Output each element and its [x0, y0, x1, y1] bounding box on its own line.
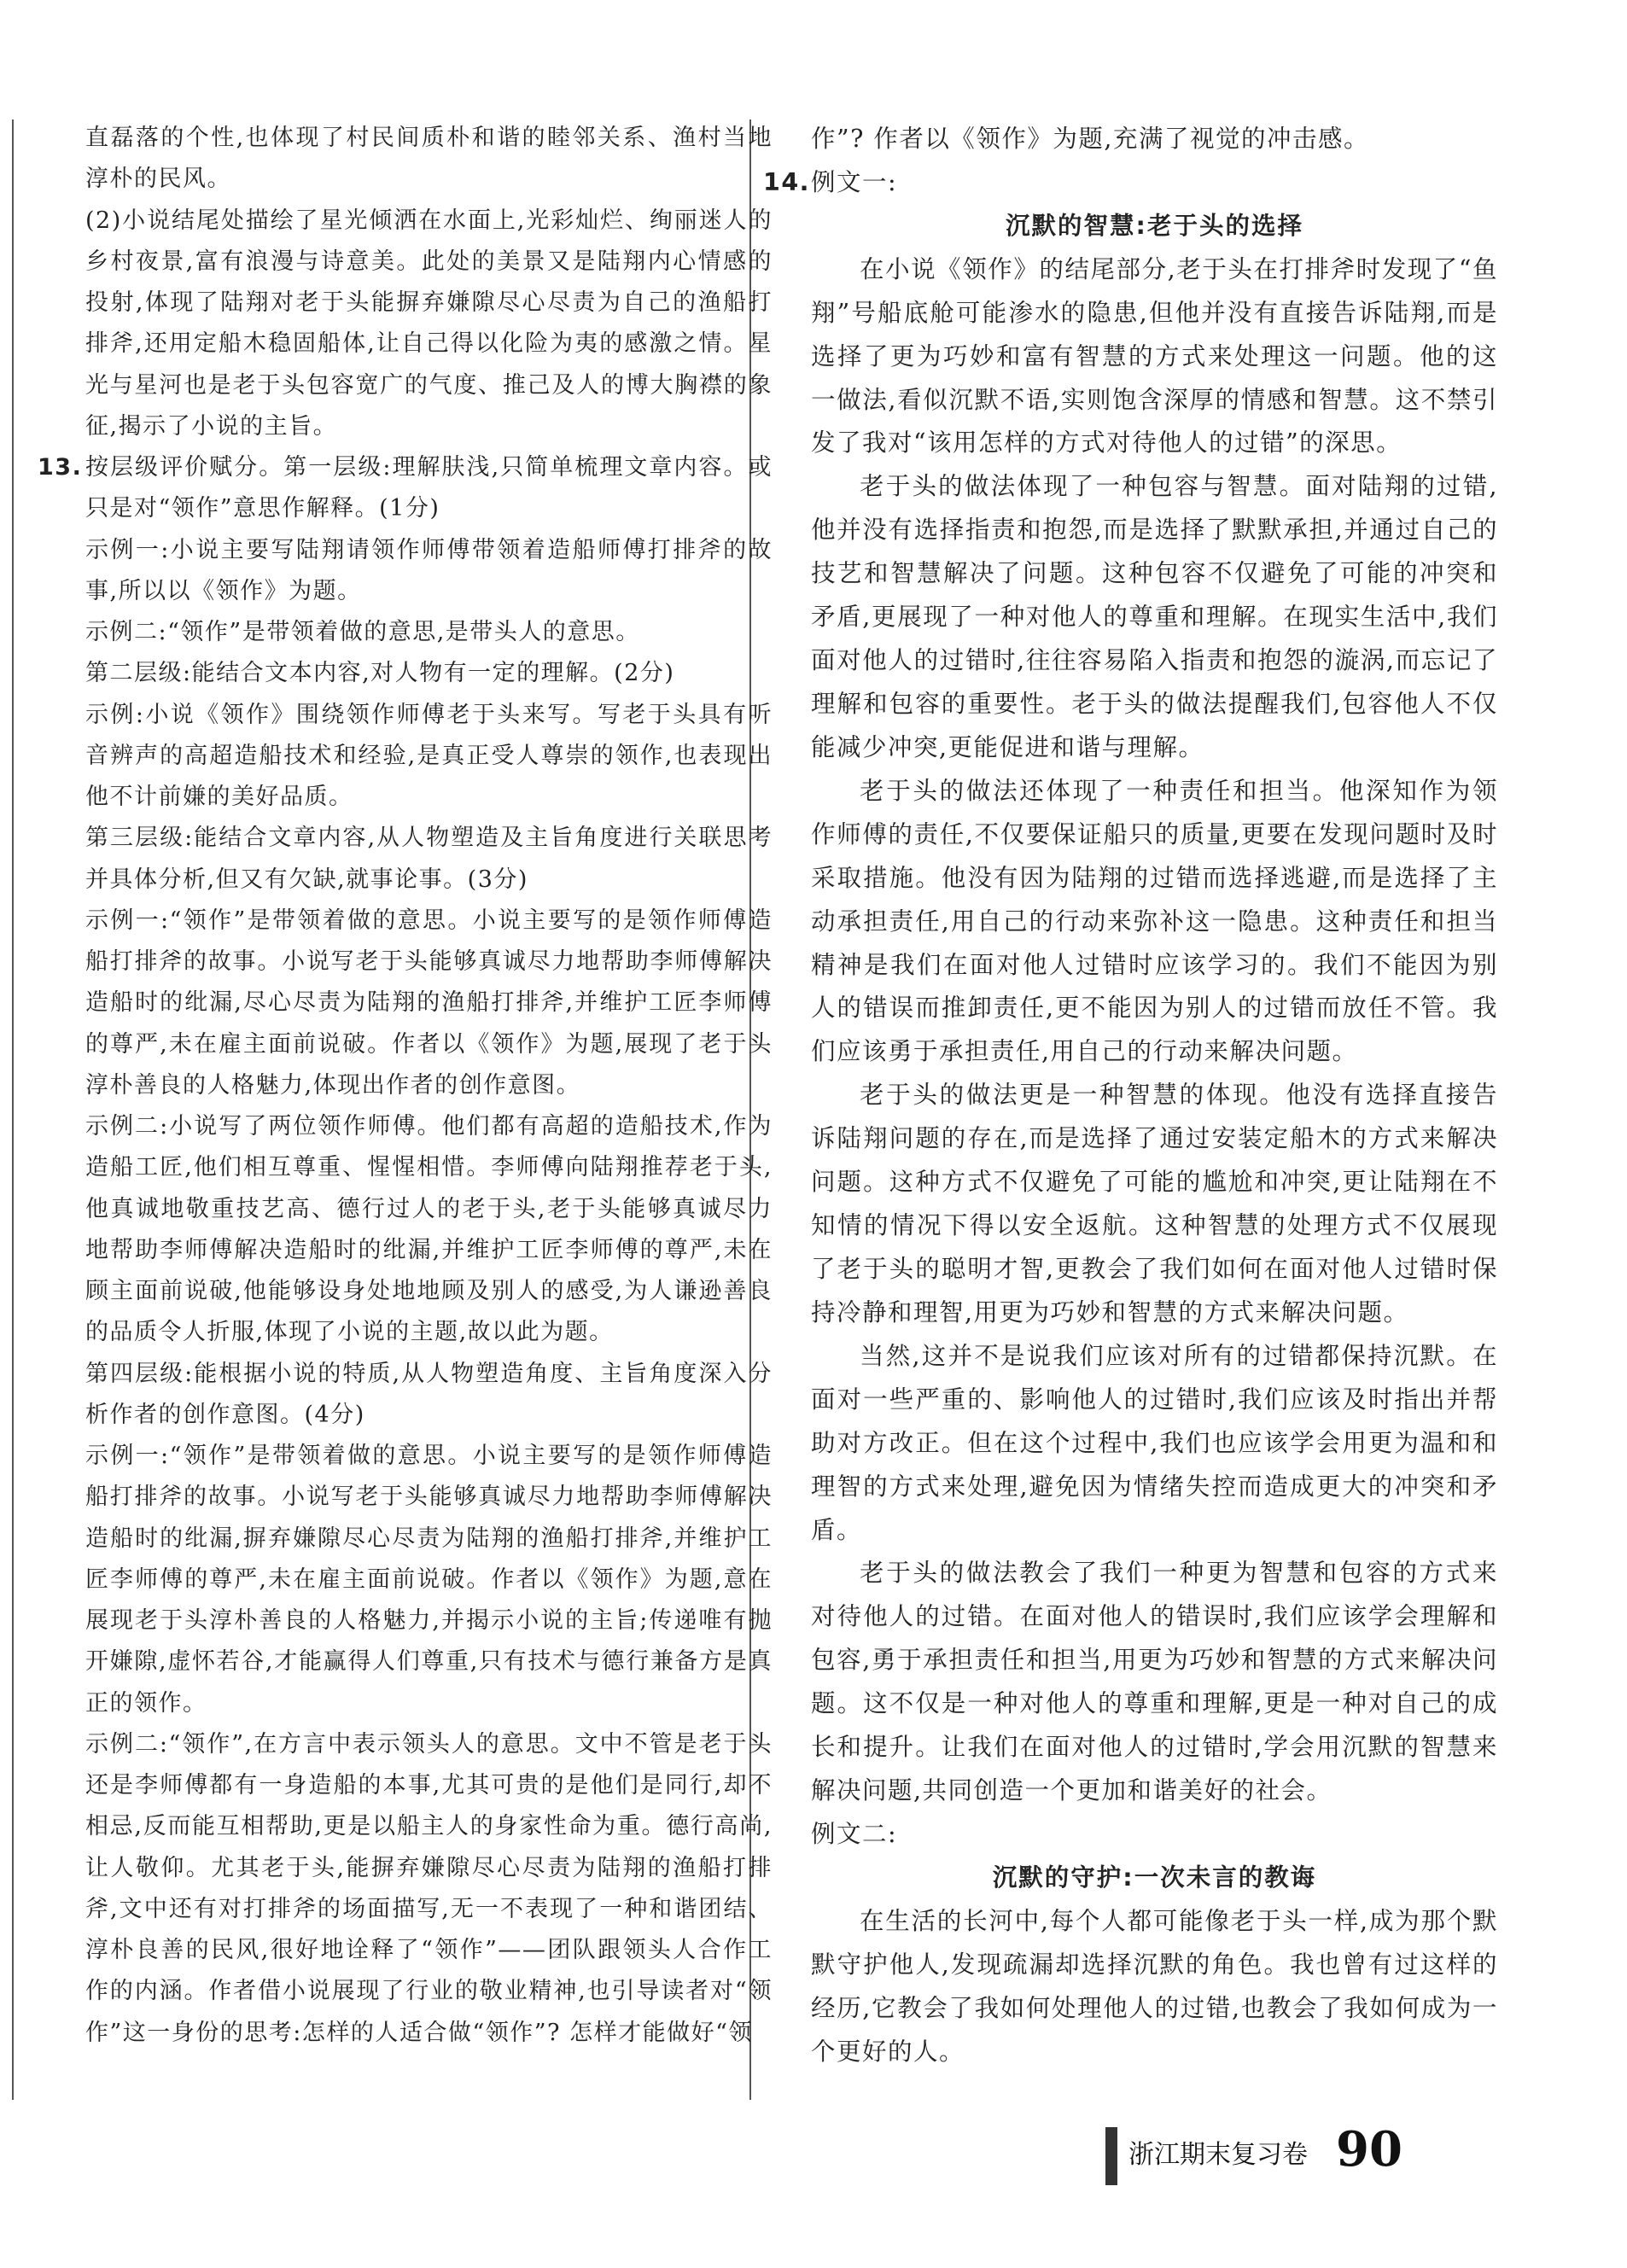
answer-13-tail: 作”? 作者以《领作》为题,充满了视觉的冲击感。	[811, 125, 1369, 153]
example-essay1-label: 例文一:	[811, 167, 898, 196]
left-column	[38, 118, 773, 2054]
essay2-paragraph: 在生活的长河中,每个人都可能像老于头一样,成为那个默默守护他人,发现疏漏却选择沉默的角色。我也曾有过这样的经历,它教会了我如何处理他人的过错,也教会了我如何成为一个更好的人。	[811, 1906, 1498, 2066]
answer-12-2-tail: 直磊落的个性,也体现了村民间质朴和谐的睦邻关系、渔村当地淳朴的民风。	[85, 125, 773, 193]
footer-marker-bar	[1105, 2127, 1117, 2185]
essay1-paragraph: 老于头的做法教会了我们一种更为智慧和包容的方式来对待他人的过错。在面对他人的错误时,我们应该学会理解和包容,勇于承担责任和担当,用更为巧妙和智慧的方式来解决问题。这不仅是一种对他人的尊重和理解,更是一种对自己的成长和提升。让我们在面对他人的过错时,学会用沉默的智慧来解决问题,共同创造一个更加和谐美好的社会。	[811, 1559, 1498, 1805]
essay1-paragraph: 老于头的做法还体现了一种责任和担当。他深知作为领作师傅的责任,不仅要保证船只的质量,更要在发现问题时及时采取措施。他没有因为陆翔的过错而选择逃避,而是选择了主动承担责任,用自己的行动来弥补这一隐患。这种责任和担当精神是我们在面对他人过错时应该学习的。我们不能因为别人的错误而推卸责任,更不能因为别人的过错而放任不管。我们应该勇于承担责任,用自己的行动来解决问题。	[811, 776, 1498, 1066]
essay2-title: 沉默的守护:一次未言的教诲	[992, 1863, 1317, 1892]
level4-example1: 示例一:“领作”是带领着做的意思。小说主要写的是领作师傅造船打排斧的故事。小说写老于头能够真诚尽力地帮助李师傅解决造船时的纰漏,摒弃嫌隙尽心尽责为陆翔的渔船打排斧,并维护工匠李师傅的尊严,未在雇主面前说破。作者以《领作》为题,意在展现老于头淳朴善良的人格魅力,并揭示小说的主旨;传递唯有抛开嫌隙,虚怀若谷,才能赢得人们尊重,只有技术与德行兼备方是真正的领作。	[85, 1443, 773, 1717]
level4-example2: 示例二:“领作”,在方言中表示领头人的意思。文中不管是老于头还是李师傅都有一身造船的本事,尤其可贵的是他们是同行,却不相忌,反而能互相帮助,更是以船主人的身家性命为重。德行高尚,让人敬仰。尤其老于头,能摒弃嫌隙尽心尽责为陆翔的渔船打排斧,文中还有对打排斧的场面描写,无一不表现了一种和谐团结、淳朴良善的民风,很好地诠释了“领作”——团队跟领头人合作工作的内涵。作者借小说展现了行业的敬业精神,也引导读者对“领作”这一身份的思考:怎样的人适合做“领作”? 怎样才能做好“领	[85, 1730, 773, 2046]
level2-example: 示例:小说《领作》围绕领作师傅老于头来写。写老于头具有听音辨声的高超造船技术和经验,是真正受人尊崇的领作,也表现出他不计前嫌的美好品质。	[85, 701, 773, 810]
left-margin-rule	[12, 120, 14, 2100]
level4-heading: 第四层级:能根据小说的特质,从人物塑造角度、主旨角度深入分析作者的创作意图。(4分)	[85, 1360, 773, 1428]
level3-example2: 示例二:小说写了两位领作师傅。他们都有高超的造船技术,作为造船工匠,他们相互尊重、惺惺相惜。李师傅向陆翔推荐老于头,他真诚地敬重技艺高、德行过人的老于头,老于头能够真诚尽力地帮助李师傅解决造船时的纰漏,并维护工匠李师傅的尊严,未在顾主面前说破,他能够设身处地地顾及别人的感受,为人谦逊善良的品质令人折服,体现了小说的主题,故以此为题。	[85, 1113, 773, 1346]
level1-example2: 示例二:“领作”是带领着做的意思,是带头人的意思。	[85, 619, 640, 645]
question-13-text: 按层级评价赋分。第一层级:理解肤浅,只简单梳理文章内容。或只是对“领作”意思作解释。(1分)	[85, 454, 773, 522]
level2-heading: 第二层级:能结合文本内容,对人物有一定的理解。(2分)	[85, 660, 675, 687]
footer-book-title: 浙江期末复习卷	[1128, 2140, 1308, 2170]
level3-example1: 示例一:“领作”是带领着做的意思。小说主要写的是领作师傅造船打排斧的故事。小说写老于头能够真诚尽力地帮助李师傅解决造船时的纰漏,尽心尽责为陆翔的渔船打排斧,并维护工匠李师傅的尊严,未在雇主面前说破。作者以《领作》为题,展现了老于头淳朴善良的人格魅力,体现出作者的创作意图。	[85, 907, 773, 1099]
page-number: 90	[1336, 2121, 1402, 2178]
essay1-paragraph: 当然,这并不是说我们应该对所有的过错都保持沉默。在面对一些严重的、影响他人的过错时,我们应该及时指出并帮助对方改正。但在这个过程中,我们也应该学会用更为温和和理智的方式来处理,避免因为情绪失控而造成更大的冲突和矛盾。	[811, 1341, 1498, 1544]
question-13-number: 13.	[38, 454, 83, 481]
essay1-paragraph: 老于头的做法体现了一种包容与智慧。面对陆翔的过错,他并没有选择指责和抱怨,而是选择了默默承担,并通过自己的技艺和智慧解决了问题。这种包容不仅避免了可能的冲突和矛盾,更展现了一种对他人的尊重和理解。在现实生活中,我们面对他人的过错时,往往容易陷入指责和抱怨的漩涡,而忘记了理解和包容的重要性。老于头的做法提醒我们,包容他人不仅能减少冲突,更能促进和谐与理解。	[811, 472, 1498, 761]
right-column	[763, 118, 1498, 2073]
example-essay2-label: 例文二:	[811, 1819, 898, 1848]
essay1-paragraph: 老于头的做法更是一种智慧的体现。他没有选择直接告诉陆翔问题的存在,而是选择了通过安装定船木的方式来解决问题。这种方式不仅避免了可能的尴尬和冲突,更让陆翔在不知情的情况下得以安全返航。这种智慧的处理方式不仅展现了老于头的聪明才智,更教会了我们如何在面对他人过错时保持冷静和理智,用更为巧妙和智慧的方式来解决问题。	[811, 1081, 1498, 1326]
level1-example1: 示例一:小说主要写陆翔请领作师傅带领着造船师傅打排斧的故事,所以以《领作》为题。	[85, 536, 773, 604]
level3-heading: 第三层级:能结合文章内容,从人物塑造及主旨角度进行关联思考并具体分析,但又有欠缺,就事论事。(3分)	[85, 825, 773, 893]
question-13-intro	[38, 447, 773, 530]
question-14-number: 14.	[763, 167, 810, 196]
essay1-paragraph: 在小说《领作》的结尾部分,老于头在打排斧时发现了“鱼翔”号船底舱可能渗水的隐患,但他并没有直接告诉陆翔,而是选择了更为巧妙和富有智慧的方式来处理这一问题。他的这一做法,看似沉默不语,实则饱含深厚的情感和智慧。这不禁引发了我对“该用怎样的方式对待他人的过错”的深思。	[811, 254, 1498, 458]
answer-12-2: (2)小说结尾处描绘了星光倾洒在水面上,光彩灿烂、绚丽迷人的乡村夜景,富有浪漫与诗意美。此处的美景又是陆翔内心情感的投射,体现了陆翔对老于头能摒弃嫌隙尽心尽责为自己的渔船打排斧,还用定船木稳固船体,让自己得以化险为夷的感激之情。星光与星河也是老于头包容宽广的气度、推己及人的博大胸襟的象征,揭示了小说的主旨。	[85, 207, 773, 440]
question-14-label	[763, 161, 1498, 205]
essay1-title: 沉默的智慧:老于头的选择	[1006, 211, 1303, 240]
